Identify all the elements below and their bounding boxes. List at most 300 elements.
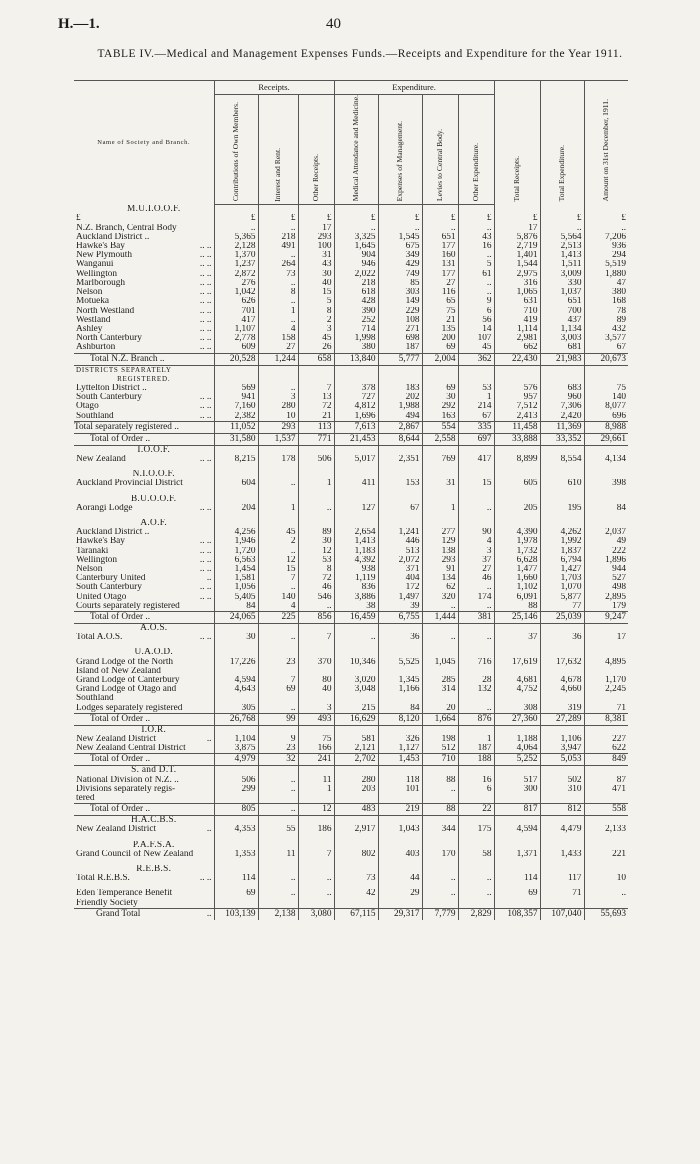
value-cell: 310: [540, 785, 584, 794]
leader-dots: .. ..: [199, 546, 212, 556]
value-cell: £: [494, 214, 540, 223]
row-name: New Zealand District: [76, 825, 157, 835]
row-name: South Canterbury: [76, 583, 142, 593]
row-name: Total of Order ..: [90, 433, 151, 444]
value-cell: 108: [378, 316, 422, 325]
value-cell: 8,215: [214, 455, 258, 464]
value-cell: 506: [214, 776, 258, 785]
value-cell: [214, 794, 258, 804]
empty-cell: [214, 519, 258, 528]
value-cell: 65: [422, 297, 458, 306]
row-name: DISTRICTS SEPARATELY: [76, 365, 172, 374]
value-cell: 3,886: [334, 593, 378, 602]
value-cell: 876: [458, 713, 494, 725]
row-name: Wellington: [76, 555, 118, 565]
value-cell: 6,755: [378, 611, 422, 623]
value-cell: [494, 667, 540, 676]
value-cell: ..: [584, 889, 628, 898]
empty-cell: [540, 445, 584, 455]
row-label-cell: [74, 785, 214, 794]
value-cell: 437: [540, 316, 584, 325]
value-cell: 198: [422, 735, 458, 744]
value-cell: 91: [422, 565, 458, 574]
row-label-cell: [74, 421, 214, 433]
value-cell: 26: [298, 343, 334, 353]
value-cell: 303: [378, 288, 422, 297]
row-label-cell: [74, 574, 214, 583]
row-name: Southland: [76, 694, 114, 704]
grand-total-row: [74, 908, 628, 920]
value-cell: 78: [584, 307, 628, 316]
expenditure-group-header: Expenditure.: [334, 81, 494, 95]
table-row: [74, 537, 628, 546]
value-cell: 11,458: [494, 421, 540, 433]
value-cell: 651: [540, 297, 584, 306]
value-cell: 90: [458, 528, 494, 537]
value-cell: 9: [258, 735, 298, 744]
value-cell: 305: [214, 704, 258, 714]
value-cell: 225: [258, 611, 298, 623]
value-cell: 46: [298, 583, 334, 592]
value-cell: 280: [258, 402, 298, 411]
value-cell: 103,139: [214, 908, 258, 920]
value-cell: ..: [214, 224, 258, 233]
empty-cell: [258, 205, 298, 215]
row-name: National Division of N.Z. ..: [76, 775, 179, 785]
value-cell: 114: [494, 874, 540, 883]
value-cell: 271: [378, 325, 422, 334]
empty-cell: [298, 519, 334, 528]
table-row: [74, 334, 628, 343]
empty-cell: [458, 519, 494, 528]
row-label-cell: [74, 676, 214, 685]
value-cell: 4,390: [494, 528, 540, 537]
value-cell: 221: [584, 850, 628, 859]
value-cell: 10: [584, 874, 628, 883]
value-cell: ..: [298, 889, 334, 898]
value-cell: 2,245: [584, 685, 628, 694]
value-cell: 7: [298, 384, 334, 393]
value-cell: 517: [494, 776, 540, 785]
empty-cell: [540, 725, 584, 735]
value-cell: 89: [584, 316, 628, 325]
table-row: [74, 593, 628, 602]
value-cell: 378: [334, 384, 378, 393]
value-cell: 428: [334, 297, 378, 306]
value-cell: 89: [298, 528, 334, 537]
value-cell: 812: [540, 804, 584, 816]
value-cell: 2,121: [334, 744, 378, 754]
value-cell: 9: [458, 297, 494, 306]
society-heading: [74, 470, 214, 479]
value-cell: 56: [458, 316, 494, 325]
table-row: [74, 288, 628, 297]
value-cell: 33,352: [540, 433, 584, 445]
table-row: [74, 297, 628, 306]
value-cell: 222: [584, 547, 628, 556]
row-name: Lyttelton District ..: [76, 383, 147, 393]
empty-cell: [214, 865, 258, 874]
value-cell: 218: [258, 233, 298, 242]
table-title: TABLE IV.—Medical and Management Expenses Funds.—Receipts and Expenditure for the Year 1911.: [97, 48, 623, 60]
value-cell: 3: [298, 325, 334, 334]
row-label-cell: [74, 224, 214, 233]
empty-cell: [258, 375, 298, 384]
value-cell: 1,946: [214, 537, 258, 546]
value-cell: 1,134: [540, 325, 584, 334]
value-cell: 88: [422, 804, 458, 816]
value-cell: 153: [378, 479, 422, 488]
empty-cell: [298, 841, 334, 850]
table-row: [74, 776, 628, 785]
empty-cell: [378, 841, 422, 850]
value-cell: 17: [584, 633, 628, 642]
value-cell: 3,003: [540, 334, 584, 343]
value-cell: ..: [458, 224, 494, 233]
value-cell: 4,678: [540, 676, 584, 685]
contributions-header: Contributions of Own Members.: [214, 95, 258, 205]
empty-cell: [584, 375, 628, 384]
value-cell: 1,545: [378, 233, 422, 242]
value-cell: [540, 667, 584, 676]
value-cell: 1,056: [214, 583, 258, 592]
empty-cell: [494, 365, 540, 375]
empty-cell: [298, 725, 334, 735]
leader-dots: .. ..: [199, 278, 212, 288]
value-cell: 4,594: [214, 676, 258, 685]
value-cell: 546: [298, 593, 334, 602]
value-cell: 2,004: [422, 353, 458, 365]
table-row: [74, 214, 628, 223]
value-cell: 6,091: [494, 593, 540, 602]
table-row: [74, 658, 628, 667]
value-cell: 491: [258, 242, 298, 251]
value-cell: 618: [334, 288, 378, 297]
row-name: Southland: [76, 411, 114, 421]
value-cell: 5,777: [378, 353, 422, 365]
row-label-cell: [74, 343, 214, 353]
value-cell: 8,899: [494, 455, 540, 464]
society-heading-row: [74, 623, 628, 633]
value-cell: 1,992: [540, 537, 584, 546]
value-cell: 43: [458, 233, 494, 242]
value-cell: 2,413: [494, 412, 540, 422]
value-cell: 4,262: [540, 528, 584, 537]
table-row: [74, 242, 628, 251]
empty-cell: [422, 445, 458, 455]
value-cell: 936: [584, 242, 628, 251]
empty-cell: [584, 365, 628, 375]
value-cell: 29: [378, 889, 422, 898]
value-cell: 3,080: [298, 908, 334, 920]
value-cell: 700: [540, 307, 584, 316]
empty-cell: [422, 865, 458, 874]
row-name: REGISTERED.: [117, 374, 171, 383]
value-cell: 1: [258, 504, 298, 513]
value-cell: 1,353: [214, 850, 258, 859]
value-cell: 175: [458, 825, 494, 834]
value-cell: 107,040: [540, 908, 584, 920]
value-cell: 957: [494, 393, 540, 402]
table-row: [74, 528, 628, 537]
value-cell: 581: [334, 735, 378, 744]
empty-cell: [458, 205, 494, 215]
row-name: United Otago: [76, 592, 127, 602]
empty-cell: [458, 816, 494, 826]
value-cell: 116: [422, 288, 458, 297]
empty-cell: [378, 623, 422, 633]
table-row: [74, 667, 628, 676]
row-label-cell: [74, 504, 214, 513]
value-cell: 27: [458, 565, 494, 574]
value-cell: [334, 667, 378, 676]
empty-cell: [422, 841, 458, 850]
empty-cell: [458, 841, 494, 850]
value-cell: 55,693: [584, 908, 628, 920]
value-cell: 8,644: [378, 433, 422, 445]
society-heading: [74, 816, 214, 826]
empty-cell: [258, 766, 298, 776]
value-cell: 45: [458, 343, 494, 353]
value-cell: 7: [298, 633, 334, 642]
value-cell: 47: [584, 279, 628, 288]
value-cell: 203: [334, 785, 378, 794]
value-cell: 5,877: [540, 593, 584, 602]
empty-cell: [378, 205, 422, 215]
value-cell: 1,896: [584, 556, 628, 565]
empty-cell: [422, 470, 458, 479]
value-cell: 129: [422, 537, 458, 546]
value-cell: 14: [458, 325, 494, 334]
row-name: Grand Lodge of Canterbury: [76, 676, 180, 685]
empty-cell: [458, 495, 494, 504]
table-row: [74, 402, 628, 411]
value-cell: 569: [214, 384, 258, 393]
empty-cell: [258, 445, 298, 455]
value-cell: 53: [458, 384, 494, 393]
row-label-cell: [74, 850, 214, 859]
row-name: R.E.B.S.: [136, 865, 172, 875]
row-label-cell: [74, 744, 214, 754]
empty-cell: [540, 623, 584, 633]
value-cell: 513: [378, 547, 422, 556]
receipts-expenditure-table: [74, 80, 628, 920]
value-cell: 2,719: [494, 242, 540, 251]
leader-dots: .. ..: [199, 402, 212, 412]
value-cell: 4,256: [214, 528, 258, 537]
value-cell: 1,581: [214, 574, 258, 583]
empty-cell: [494, 816, 540, 826]
value-cell: 227: [584, 735, 628, 744]
value-cell: 61: [458, 270, 494, 279]
empty-cell: [334, 375, 378, 384]
leader-dots: .. ..: [199, 324, 212, 334]
row-label-cell: [74, 353, 214, 365]
value-cell: 16,629: [334, 713, 378, 725]
row-name: Nelson: [76, 564, 103, 574]
value-cell: 626: [214, 297, 258, 306]
value-cell: [298, 899, 334, 909]
empty-cell: [458, 623, 494, 633]
value-cell: 188: [458, 754, 494, 766]
row-name: Total of Order ..: [90, 611, 151, 622]
value-cell: 2,558: [422, 433, 458, 445]
row-name: N.Z. Branch, Central Body: [76, 223, 177, 233]
row-name: Auckland Provincial District: [76, 479, 183, 489]
value-cell: 662: [494, 343, 540, 353]
row-name: Island of New Zealand: [76, 666, 161, 676]
value-cell: 140: [584, 393, 628, 402]
value-cell: 29,661: [584, 433, 628, 445]
value-cell: 1,511: [540, 260, 584, 269]
value-cell: 131: [422, 260, 458, 269]
value-cell: ..: [458, 279, 494, 288]
value-cell: 558: [584, 804, 628, 816]
row-name: Ashburton: [76, 343, 116, 353]
empty-cell: [258, 623, 298, 633]
empty-cell: [494, 623, 540, 633]
table-row: [74, 735, 628, 744]
empty-cell: [422, 725, 458, 735]
empty-cell: [334, 495, 378, 504]
row-name: I.O.R.: [141, 725, 167, 735]
empty-cell: [494, 766, 540, 776]
value-cell: 1,370: [214, 251, 258, 260]
table-row: [74, 899, 628, 909]
value-cell: 1,183: [334, 547, 378, 556]
value-cell: 15: [298, 288, 334, 297]
value-cell: [422, 667, 458, 676]
value-cell: [258, 899, 298, 909]
row-name: tered: [76, 794, 95, 804]
row-name: Courts separately registered: [76, 601, 180, 611]
empty-cell: [494, 725, 540, 735]
value-cell: 938: [334, 565, 378, 574]
empty-cell: [214, 470, 258, 479]
row-name: N.I.O.O.F.: [132, 470, 175, 480]
section-subheading-row: [74, 365, 628, 375]
empty-cell: [298, 816, 334, 826]
value-cell: 67: [378, 504, 422, 513]
value-cell: 344: [422, 825, 458, 834]
value-cell: [458, 667, 494, 676]
value-cell: 1,244: [258, 353, 298, 365]
value-cell: 11,052: [214, 421, 258, 433]
empty-cell: [494, 495, 540, 504]
value-cell: 493: [298, 713, 334, 725]
leader-dots: .. ..: [199, 633, 212, 643]
leader-dots: .. ..: [199, 306, 212, 316]
value-cell: 31: [298, 251, 334, 260]
value-cell: 3: [458, 547, 494, 556]
total-receipts-header: Total Receipts.: [494, 81, 540, 205]
table-row: [74, 850, 628, 859]
empty-cell: [540, 766, 584, 776]
leader-dots: .. ..: [199, 251, 212, 261]
value-cell: 7,160: [214, 402, 258, 411]
value-cell: 21,453: [334, 433, 378, 445]
value-cell: 1,453: [378, 754, 422, 766]
value-cell: 85: [378, 279, 422, 288]
empty-cell: [334, 445, 378, 455]
leader-dots: .. ..: [199, 334, 212, 344]
row-name: P.A.F.S.A.: [132, 840, 175, 850]
value-cell: 36: [378, 633, 422, 642]
society-heading-row: [74, 519, 628, 528]
value-cell: [540, 899, 584, 909]
value-cell: 805: [214, 804, 258, 816]
value-cell: 5,252: [494, 754, 540, 766]
value-cell: 219: [378, 804, 422, 816]
value-cell: 23: [258, 658, 298, 667]
value-cell: 1,998: [334, 334, 378, 343]
value-cell: 2,702: [334, 754, 378, 766]
row-name: Friendly Society: [76, 898, 138, 908]
row-name: Total of Order ..: [90, 713, 151, 724]
value-cell: [258, 794, 298, 804]
value-cell: 1: [298, 479, 334, 488]
value-cell: 8: [298, 565, 334, 574]
empty-cell: [214, 648, 258, 657]
table-row: [74, 676, 628, 685]
value-cell: 87: [584, 776, 628, 785]
value-cell: 308: [494, 704, 540, 714]
value-cell: 15: [458, 479, 494, 488]
row-name: Total of Order ..: [90, 754, 151, 765]
value-cell: ..: [258, 384, 298, 393]
empty-cell: [540, 865, 584, 874]
value-cell: 20,673: [584, 353, 628, 365]
empty-cell: [214, 445, 258, 455]
value-cell: 39: [378, 602, 422, 612]
empty-cell: [258, 519, 298, 528]
empty-cell: [334, 205, 378, 215]
value-cell: 696: [584, 412, 628, 422]
value-cell: 610: [540, 479, 584, 488]
value-cell: ..: [458, 602, 494, 612]
table-row: [74, 412, 628, 422]
value-cell: 1: [422, 504, 458, 513]
table-row: [74, 633, 628, 642]
value-cell: 107: [458, 334, 494, 343]
empty-cell: [584, 623, 628, 633]
value-cell: ..: [258, 583, 298, 592]
society-heading: [74, 865, 214, 874]
value-cell: 960: [540, 393, 584, 402]
row-name: Auckland District ..: [76, 232, 150, 242]
row-name: New Zealand: [76, 454, 126, 464]
value-cell: 2: [298, 316, 334, 325]
value-cell: 280: [334, 776, 378, 785]
value-cell: 4: [258, 602, 298, 612]
row-label-cell: [74, 704, 214, 714]
table-row: [74, 685, 628, 694]
value-cell: 132: [458, 685, 494, 694]
value-cell: 69: [422, 343, 458, 353]
value-cell: 7: [258, 574, 298, 583]
value-cell: 71: [540, 889, 584, 898]
value-cell: 2,917: [334, 825, 378, 834]
value-cell: 8,077: [584, 402, 628, 411]
row-name: New Zealand District: [76, 735, 157, 745]
value-cell: 27: [258, 343, 298, 353]
section-subheading: [74, 375, 214, 384]
leader-dots: ..: [206, 825, 212, 835]
row-name: U.A.O.D.: [134, 648, 174, 658]
value-cell: ..: [258, 279, 298, 288]
empty-cell: [494, 375, 540, 384]
row-name: Eden Temperance Benefit: [76, 889, 173, 899]
